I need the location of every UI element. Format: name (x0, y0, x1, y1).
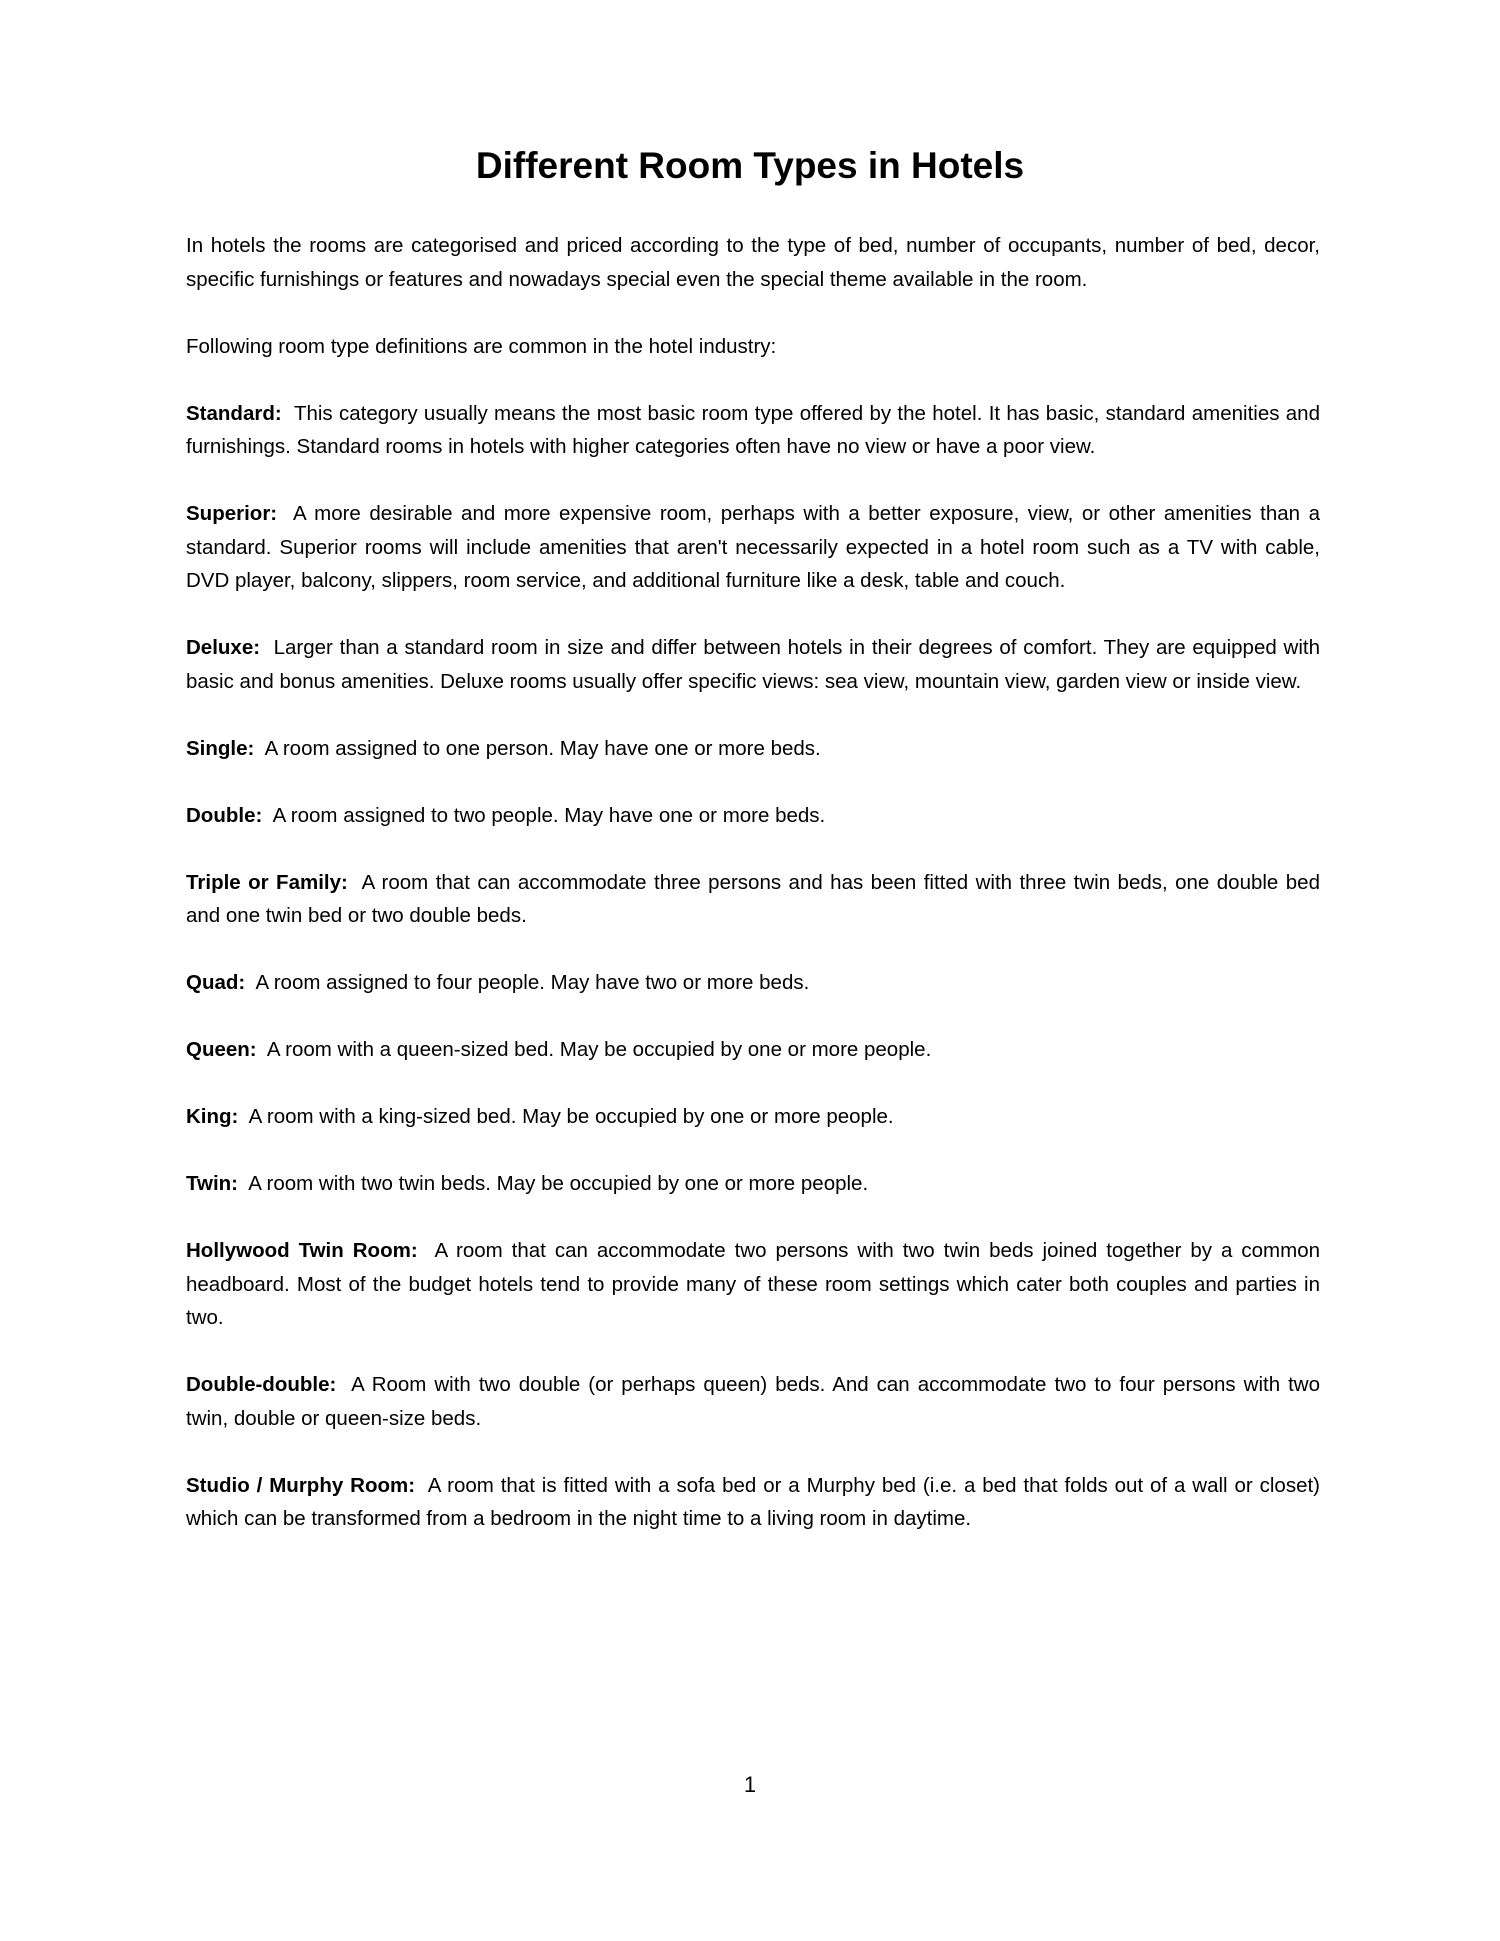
lead-paragraph: Following room type definitions are common in the hotel industry: (186, 334, 777, 358)
definition-item (186, 1368, 1320, 1435)
definition-text: A room assigned to four people. May have two or more beds. (255, 971, 810, 994)
document-body (186, 229, 1320, 1569)
definition-term: Single: (186, 736, 255, 760)
definition-item (186, 732, 1320, 766)
definition-item (186, 866, 1320, 933)
definition-text: A Room with two double (or perhaps queen) beds. And can accommodate two to four persons with two twin, double or queen-size beds. (186, 1373, 1320, 1430)
definition-item (186, 397, 1320, 464)
definition-term: Studio / Murphy Room: (186, 1473, 416, 1497)
definition-item (186, 1033, 1320, 1067)
definition-text: Larger than a standard room in size and differ between hotels in their degrees of comfort. They are equipped with basic and bonus amenities. Deluxe rooms usually offer specific views: sea view, mountain view, garden view or inside view. (186, 636, 1320, 693)
definition-text: A room assigned to two people. May have one or more beds. (272, 803, 826, 827)
definition-item (186, 966, 1320, 1000)
definition-item (186, 1100, 1320, 1134)
definition-text: A room that can accommodate three persons and has been fitted with three twin beds, one double bed and one twin bed or two double beds. (186, 870, 1320, 927)
intro-paragraph: In hotels the rooms are categorised and priced according to the type of bed, number of occupants, number of bed, decor, specific furnishings or features and nowadays special even the special theme available in the room. (186, 234, 1320, 291)
definition-term: Queen: (186, 1038, 257, 1061)
page-number: 1 (743, 1772, 757, 1797)
definition-text: A room with two twin beds. May be occupied by one or more people. (248, 1172, 869, 1195)
definition-term: Double: (186, 803, 263, 827)
definition-term: Standard: (186, 401, 282, 425)
definition-item (186, 631, 1320, 698)
definition-item (186, 497, 1320, 598)
definition-term: Quad: (186, 971, 246, 994)
definition-text: A room with a king-sized bed. May be occupied by one or more people. (248, 1105, 894, 1128)
definition-text: A room that can accommodate two persons with two twin beds joined together by a common headboard. Most of the budget hotels tend to provide many of these room settings which cater both couples and parties in two. (186, 1239, 1321, 1329)
definition-item (186, 799, 1320, 833)
definition-term: Double-double: (186, 1373, 337, 1396)
definition-text: A room that is fitted with a sofa bed or a Murphy bed (i.e. a bed that folds out of a wall or closet) which can be transformed from a bedroom in the night time to a living room in daytime. (186, 1473, 1320, 1530)
definition-text: A more desirable and more expensive room, perhaps with a better exposure, view, or other amenities than a standard. Superior rooms will include amenities that aren't necessarily expected in a hotel room such as a TV with cable, DVD player, balcony, slippers, room service, and additional furniture like a desk, table and couch. (186, 502, 1320, 592)
definition-term: Twin: (186, 1172, 238, 1195)
definition-item (186, 1469, 1320, 1536)
document-title: Different Room Types in Hotels (475, 145, 1025, 186)
definition-term: Hollywood Twin Room: (186, 1239, 418, 1262)
definition-item (186, 1167, 1320, 1201)
definition-item (186, 1234, 1320, 1335)
definition-text: A room with a queen-sized bed. May be occupied by one or more people. (266, 1038, 932, 1061)
definition-list (186, 397, 1320, 1536)
definition-term: Superior: (186, 502, 278, 525)
definition-text: This category usually means the most basic room type offered by the hotel. It has basic, standard amenities and furnishings. Standard rooms in hotels with higher categories often have no view or have a poor view. (186, 401, 1320, 458)
definition-term: King: (186, 1105, 239, 1128)
definition-term: Triple or Family: (186, 870, 348, 894)
definition-text: A room assigned to one person. May have one or more beds. (264, 736, 821, 760)
definition-term: Deluxe: (186, 636, 261, 659)
